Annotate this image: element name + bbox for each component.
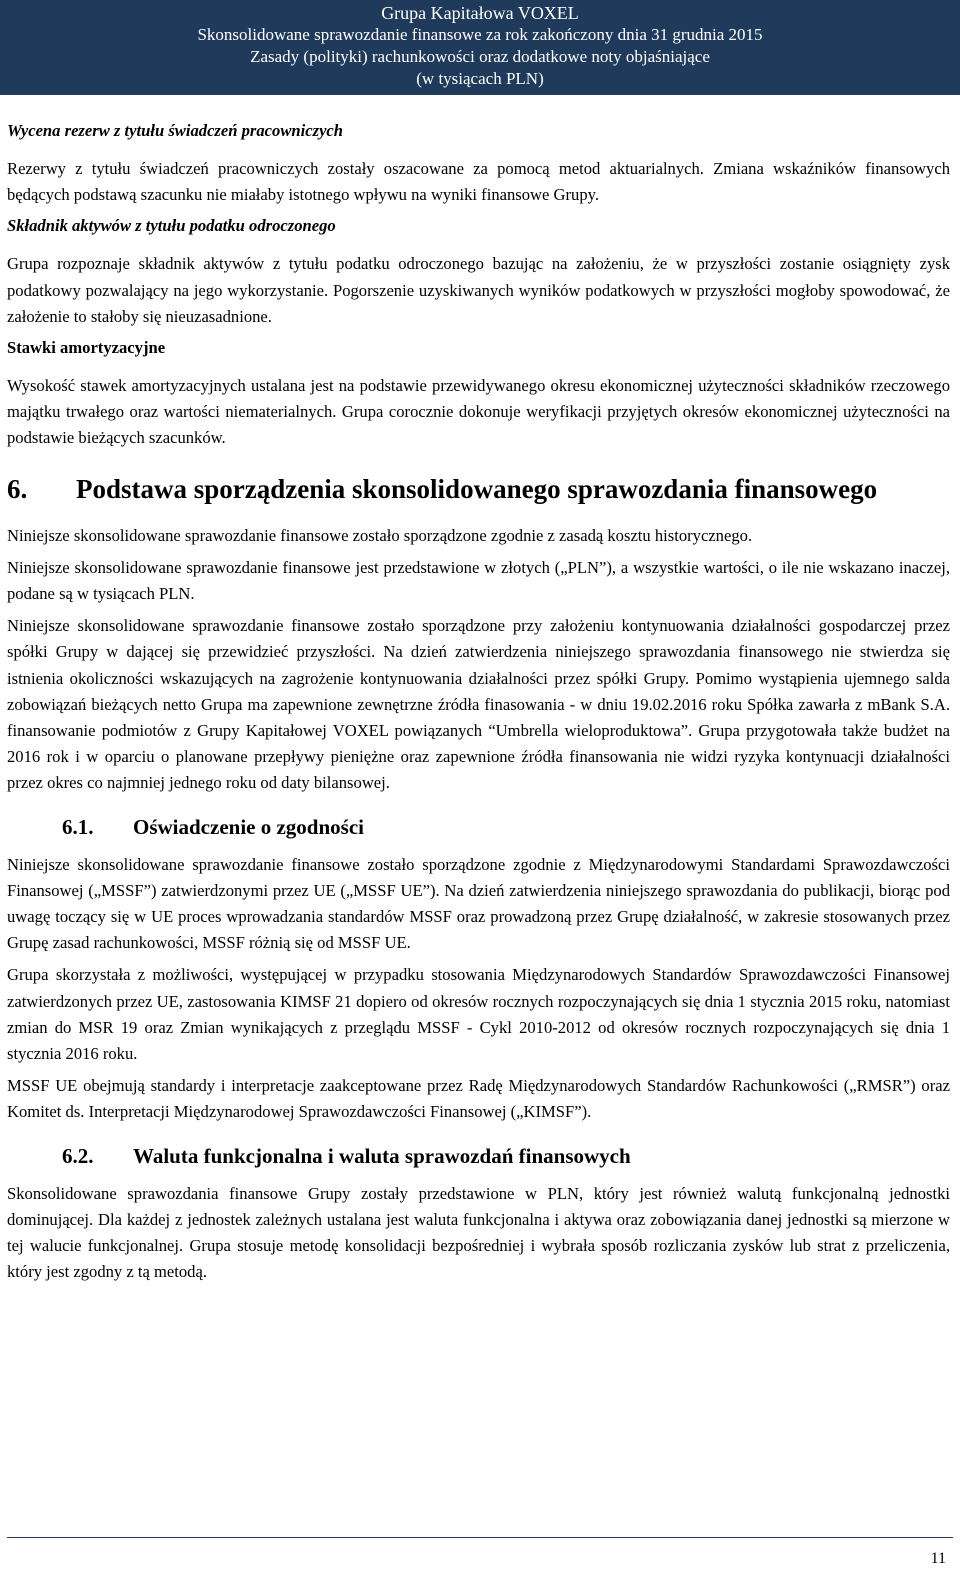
header-report-title: Skonsolidowane sprawozdanie finansowe za rok zakończony dnia 31 grudnia 2015 bbox=[197, 25, 763, 44]
basis-paragraph-3: Niniejsze skonsolidowane sprawozdanie finansowe zostało sporządzone przy założeniu kontynuowania działalności gospodarczej przez spółki Grupy w dającej się przewidzieć przyszłości. Na dzień zatwierdzenia niniejszego sprawozdania finansowego nie stwierdza się istnienia okoliczności wskazujących na zagrożenie kontynuowania działalności przez spółki Grupy. Pomimo wystąpienia ujemnego salda zobowiązań bieżących netto Grupa ma zapewnione zewnętrzne źródła finasowania - w dniu 19.02.2016 roku Spółka zawarła z mBank S.A. finansowanie podmiotów z Grupy Kapitałowej VOXEL powiązanych “Umbrella wieloproduktowa”. Grupa przygotowała także budżet na 2016 rok i w oparciu o planowane przepływy pieniężne oraz zapewnione źródła finansowania nie widzi ryzyka kontynuacji działalności przez okres co najmniej jednego roku od daty bilansowej. bbox=[7, 616, 950, 793]
header-section: Zasady (polityki) rachunkowości oraz dodatkowe noty objaśniające bbox=[250, 47, 710, 66]
page-number: 11 bbox=[930, 1550, 946, 1567]
compliance-paragraph-3: MSSF UE obejmują standardy i interpretacje zaakceptowane przez Radę Międzynarodowych Standardów Rachunkowości („RMSR”) oraz Komitet ds. Interpretacji Międzynarodowej Sprawozdawczości Finansowej („KIMSF”). bbox=[7, 1076, 950, 1122]
deferred-tax-paragraph: Grupa rozpoznaje składnik aktywów z tytułu podatku odroczonego bazując na założeniu, że w przyszłości zostanie osiągnięty zysk podatkowy pozwalający na jego wykorzystanie. Pogorszenie uzyskiwanych wyników podatkowych w przyszłości mogłoby spowodować, że założenie to stałoby się nieuzasadnione. bbox=[7, 254, 950, 326]
header-units: (w tysiącach PLN) bbox=[416, 69, 544, 88]
reserves-heading: Wycena rezerw z tytułu świadczeń pracowniczych bbox=[7, 121, 344, 140]
depreciation-paragraph: Wysokość stawek amortyzacyjnych ustalana jest na podstawie przewidywanego okresu ekonomicznej użyteczności składników rzeczowego majątku trwałego oraz wartości niematerialnych. Grupa corocznie dokonuje weryfikacji przyjętych okresów ekonomicznej użyteczności na podstawie bieżących szacunków. bbox=[7, 376, 950, 448]
section-6-2-title: Waluta funkcjonalna i waluta sprawozdań finansowych bbox=[133, 1143, 631, 1168]
section-6-1-number: 6.1. bbox=[62, 814, 94, 839]
currency-paragraph-1: Skonsolidowane sprawozdania finansowe Grupy zostały przedstawione w PLN, który jest również walutą funkcjonalną jednostki dominującej. Dla każdej z jednostek zależnych ustalana jest waluta funkcjonalna i aktywa oraz zobowiązania danej jednostki są mierzone w tej walucie funkcjonalnej. Grupa stosuje metodę konsolidacji bezpośredniej i wybrała sposób rozliczania zysków lub strat z przeliczenia, który jest zgodny z tą metodą. bbox=[7, 1183, 950, 1282]
section-6-number: 6. bbox=[7, 473, 28, 504]
section-6-2-heading bbox=[7, 1144, 950, 1169]
section-6-2-number: 6.2. bbox=[62, 1143, 94, 1168]
basis-paragraph-1: Niniejsze skonsolidowane sprawozdanie finansowe zostało sporządzone zgodnie z zasadą kosztu historycznego. bbox=[7, 525, 753, 545]
compliance-paragraph-2: Grupa skorzystała z możliwości, występującej w przypadku stosowania Międzynarodowych Standardów Sprawozdawczości Finansowej zatwierdzonych przez UE, zastosowania KIMSF 21 dopiero od okresów rocznych rozpoczynających się dnia 1 stycznia 2015 roku, natomiast zmian do MSR 19 oraz Zmian wynikających z przeglądu MSSF - Cykl 2010-2012 od okresów rocznych rozpoczynających się dnia 1 stycznia 2016 roku. bbox=[7, 965, 950, 1064]
section-6-heading bbox=[7, 474, 950, 505]
depreciation-heading: Stawki amortyzacyjne bbox=[7, 338, 166, 358]
section-6-title: Podstawa sporządzenia skonsolidowanego sprawozdania finansowego bbox=[76, 473, 878, 504]
section-6-1-title: Oświadczenie o zgodności bbox=[133, 814, 364, 839]
page-content bbox=[7, 113, 950, 1292]
basis-paragraph-2: Niniejsze skonsolidowane sprawozdanie finansowe jest przedstawione w złotych („PLN”), a wszystkie wartości, o ile nie wskazano inaczej, podane są w tysiącach PLN. bbox=[7, 557, 950, 604]
section-6-1-heading bbox=[7, 815, 950, 840]
header-company: Grupa Kapitałowa VOXEL bbox=[381, 3, 579, 23]
page-header bbox=[0, 0, 960, 95]
deferred-tax-heading: Składnik aktywów z tytułu podatku odroczonego bbox=[7, 216, 336, 236]
compliance-paragraph-1: Niniejsze skonsolidowane sprawozdanie finansowe zostało sporządzone zgodnie z Międzynarodowymi Standardami Sprawozdawczości Finansowej („MSSF”) zatwierdzonymi przez UE („MSSF UE”). Na dzień zatwierdzenia niniejszego sprawozdania do publikacji, biorąc pod uwagę toczący się w UE proces wprowadzania standardów MSSF oraz prowadzoną przez Grupę działalność, w zakresie stosowanych przez Grupę zasad rachunkowości, MSSF różnią się od MSSF UE. bbox=[7, 854, 950, 953]
footer-divider bbox=[7, 1537, 953, 1538]
reserves-paragraph: Rezerwy z tytułu świadczeń pracowniczych zostały oszacowane za pomocą metod aktuarialnych. Zmiana wskaźników finansowych będących podstawą szacunku nie miałaby istotnego wpływu na wyniki finansowe Grupy. bbox=[7, 159, 950, 205]
